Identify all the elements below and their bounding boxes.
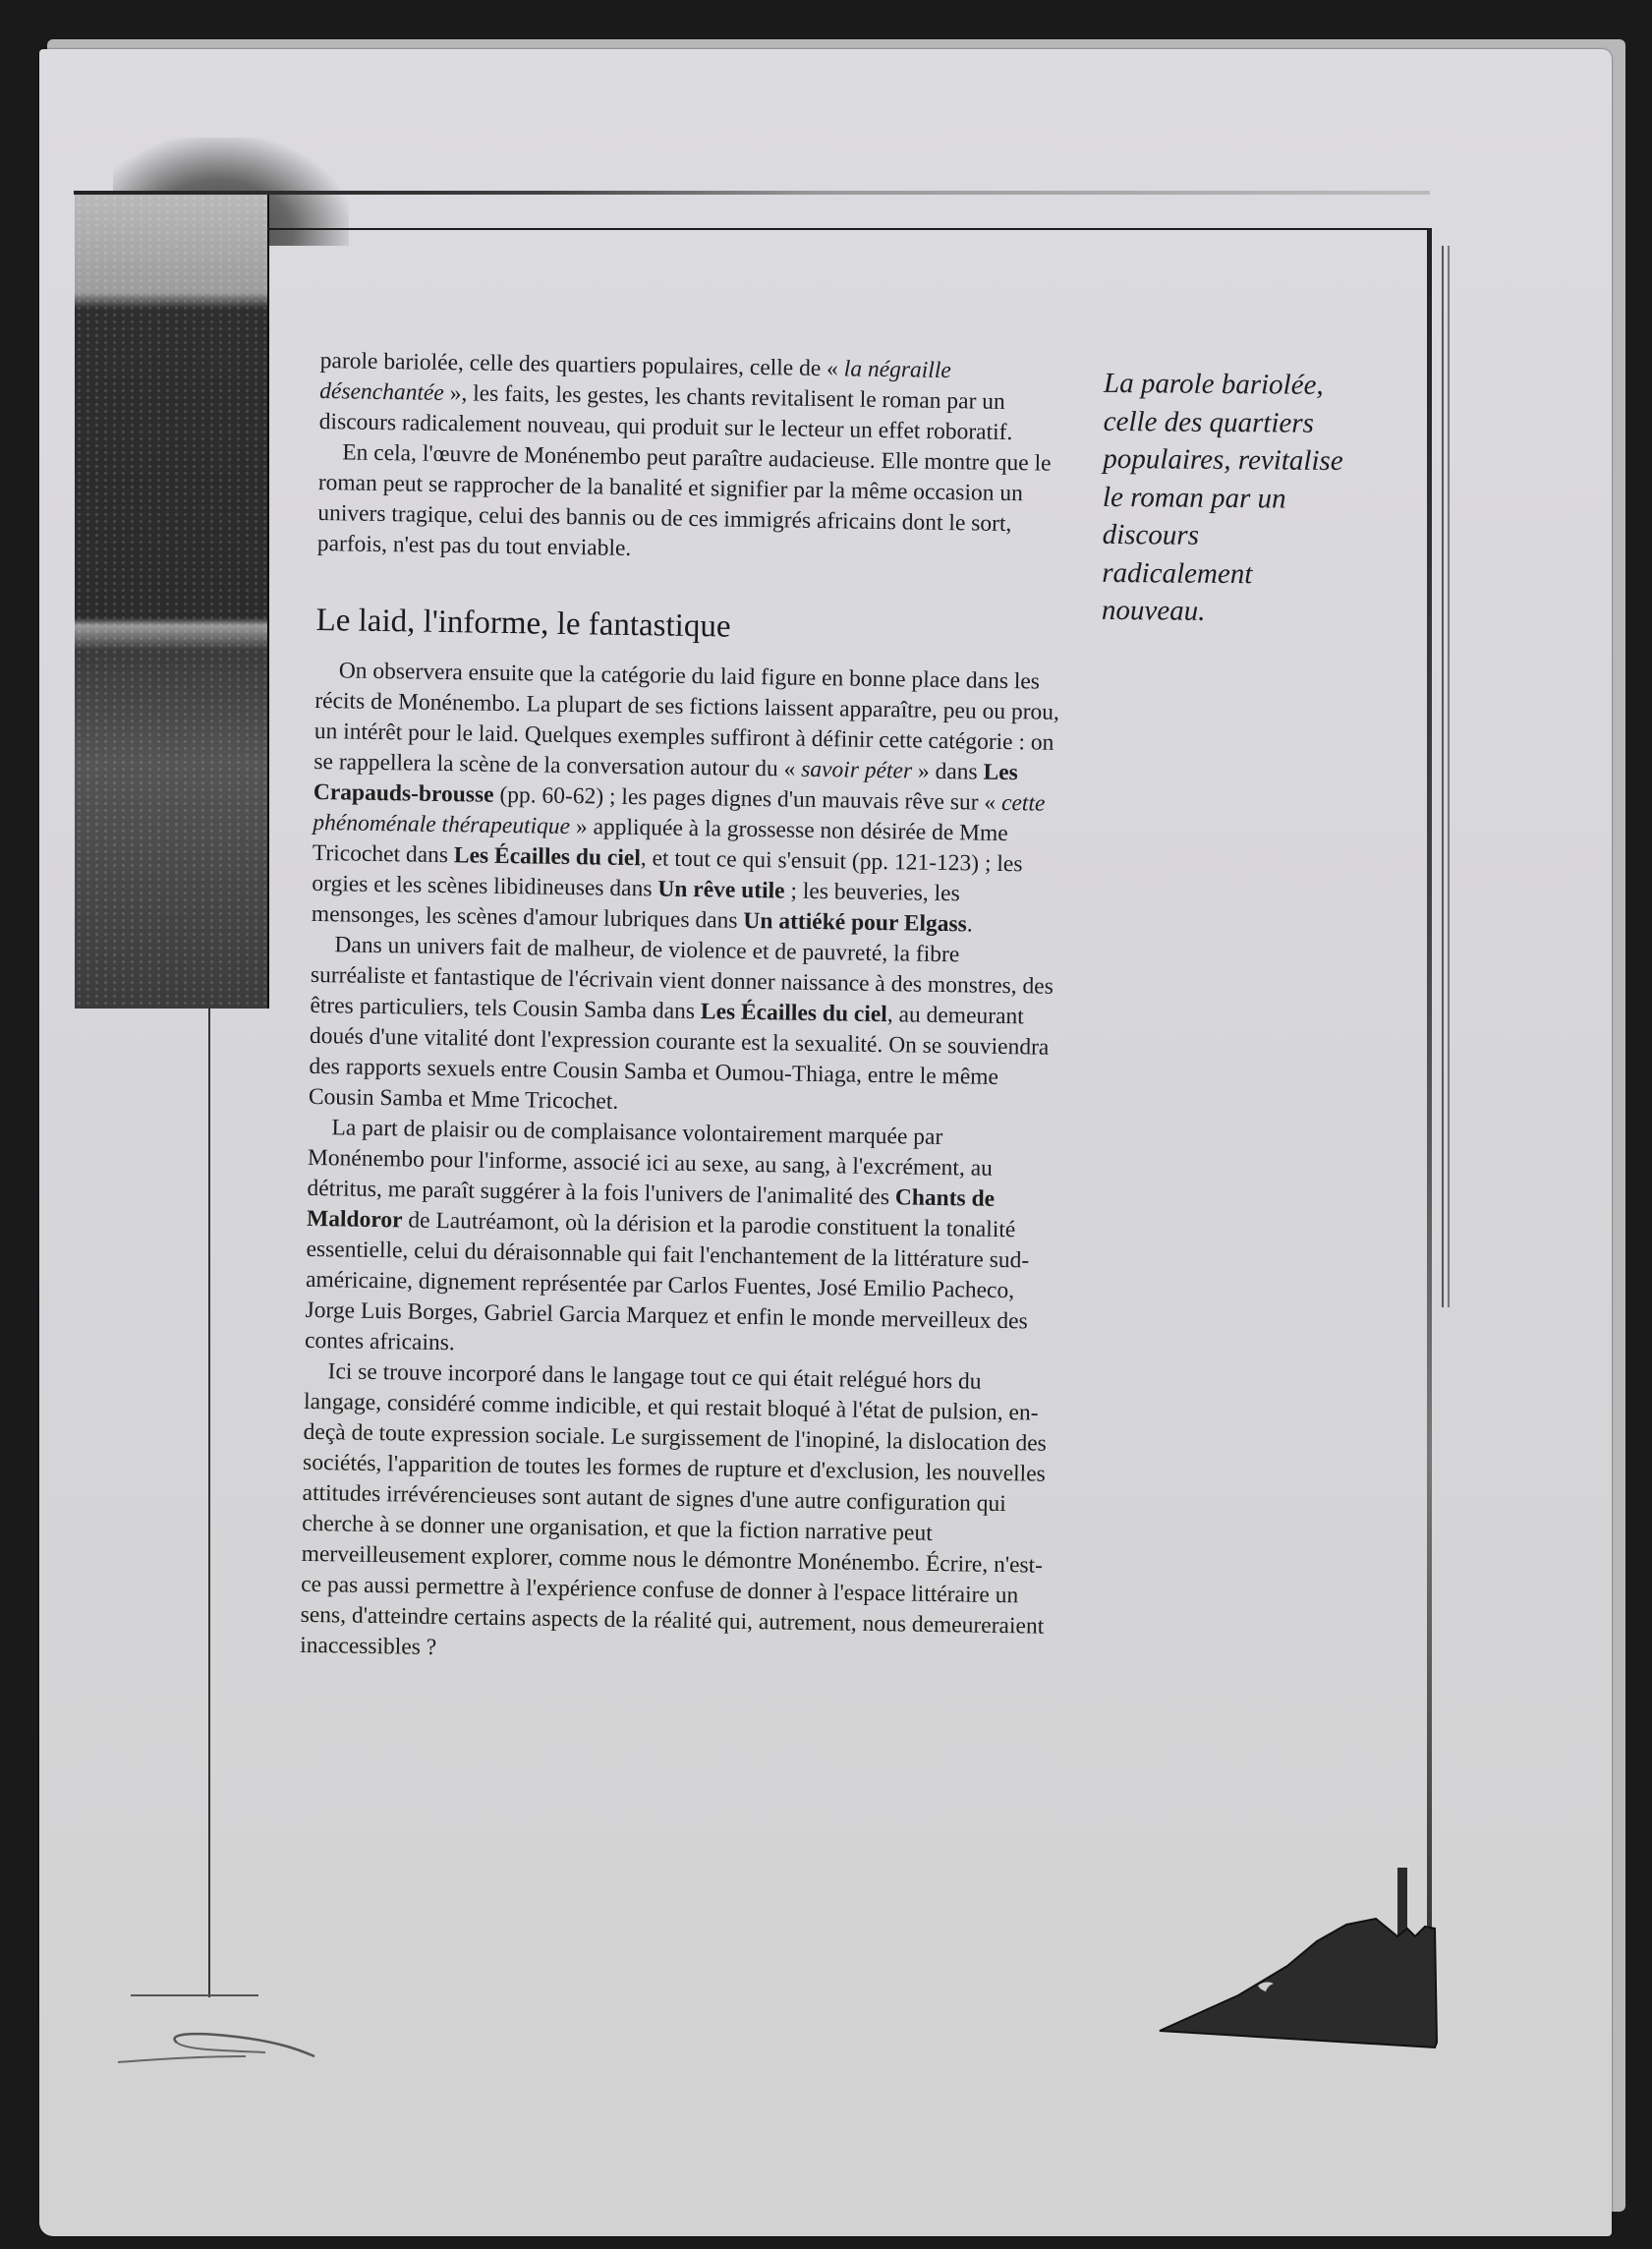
book-title: Chants de Maldoror [306, 1184, 996, 1234]
book-title: Les Écailles du ciel [453, 842, 642, 872]
body-paragraph [312, 656, 1062, 942]
text-run: (pp. 60-62) ; les pages dignes d'un mauvais rêve sur « [493, 781, 1002, 816]
frame-right-thin-line [1442, 246, 1444, 1307]
decorative-squiggle [108, 2025, 344, 2074]
body-paragraph [305, 1113, 1055, 1368]
text-run: » appliquée à la grossesse non désirée de Mme Tricochet dans [312, 814, 1008, 869]
quoted-phrase: la négraille désenchantée [319, 356, 951, 406]
quoted-phrase: cette phénoménale thérapeutique [313, 789, 1046, 840]
text-run: , et tout ce qui s'ensuit (pp. 121-123) ; les orgies et les scènes libidineuses dans [312, 845, 1023, 902]
decorative-ink-triangle [1140, 1868, 1454, 2054]
decorative-top-rule [74, 191, 1430, 195]
body-paragraph [309, 930, 1058, 1124]
text-run: ; les beuveries, les mensonges, les scènes d'amour lubriques dans [311, 878, 960, 934]
text-run: Dans un univers fait de malheur, de violence et de pauvreté, la fibre surréaliste et fantastique de l'écrivain vient donner naissance à des monstres, des êtres particuliers, tels Cousin Samba dans [310, 932, 1054, 1025]
book-title: Les Écailles du ciel [700, 999, 888, 1028]
book-title: Les Crapauds-brousse [313, 759, 1019, 808]
frame-top-line [267, 228, 1431, 230]
text-run: de Lautréamont, où la dérision et la parodie constituent la tonalité essentielle, celui du déraisonnable qui fait l'enchantement de la littérature sud-américaine, dignement représentée par Carlos Fuentes, José Emilio Pacheco, Jorge Luis Borges, Gabriel Garcia Marquez et enfin le monde merveilleux des contes africains. [304, 1207, 1030, 1356]
text-run: » dans [911, 758, 984, 785]
body-paragraph [300, 1356, 1052, 1673]
frame-left-foot [131, 1994, 258, 1996]
text-run: La part de plaisir ou de complaisance volontairement marquée par Monénembo pour l'informe, associé ici au sexe, au sang, à l'excrément, au détritus, me paraît suggérer à la fois l'univers de l'animalité des [307, 1115, 994, 1211]
quoted-phrase: savoir péter [800, 756, 913, 784]
pull-quote: La parole bariolée, celle des quartiers populaires, revitalise le roman par un discours radicalement nouveau. [1101, 367, 1343, 627]
frame-left-line [208, 1009, 210, 1997]
book-title: Un attiéké pour Elgass [743, 907, 968, 938]
section-heading: Le laid, l'informe, le fantastique [315, 602, 731, 645]
frame-right-line [1427, 228, 1432, 1978]
decorative-photo-panel [75, 195, 269, 1009]
text-run: On observera ensuite que la catégorie du laid figure en bonne place dans les récits de Monénembo. La plupart de ses fictions laissent apparaître, peu ou prou, un intérêt pour le laid. Quelques exemples suffiront à définir cette catégorie : on se rappellera la scène de la conversation autour du « [313, 658, 1060, 782]
intro-paragraph-2 [317, 437, 1066, 571]
book-title: Un rêve utile [657, 876, 785, 904]
text-run: , au demeurant doués d'une vitalité dont l'expression courante est la sexualité. On se souviendra des rapports sexuels entre Cousin Samba et Oumou-Thiaga, entre le même Cousin Samba et Mme Tricochet. [308, 1002, 1050, 1115]
text-run: En cela, l'œuvre de Monénembo peut paraître audacieuse. Elle montre que le roman peut se rapprocher de la banalité et signifier par la même occasion un univers tragique, celui des bannis ou de ces immigrés africains dont le sort, parfois, n'est pas du tout enviable. [316, 439, 1052, 561]
frame-right-thin-line-2 [1448, 246, 1450, 1307]
text-run: Ici se trouve incorporé dans le langage tout ce qui était relégué hors du langage, considéré comme indicible, et qui restait bloqué à l'état de pulsion, en-deçà de toute expression sociale. Le surgissement de l'inopiné, la dislocation des sociétés, l'apparition de toutes les formes de rupture et d'exclusion, les nouvelles attitudes irrévérencieuses sont autant de signes d'une autre configuration qui cherche à se donner une organisation, et que la fiction narrative peut merveilleusement explorer, comme nous le démontre Monénembo. Écrire, n'est-ce pas aussi permettre à l'expérience confuse de donner à l'espace littéraire un sens, d'atteindre certains aspects de la réalité qui, autrement, nous demeureraient inaccessibles ? [300, 1358, 1048, 1661]
intro-paragraph-1 [319, 346, 1067, 449]
text-run: parole bariolée, celle des quartiers populaires, celle de « [319, 347, 844, 382]
main-text-column [300, 346, 1067, 1673]
text-run: », les faits, les gestes, les chants revitalisent le roman par un discours radicalement nouveau, qui produit sur le lecteur un effet roboratif. [318, 379, 1013, 446]
text-run: . [966, 911, 973, 938]
